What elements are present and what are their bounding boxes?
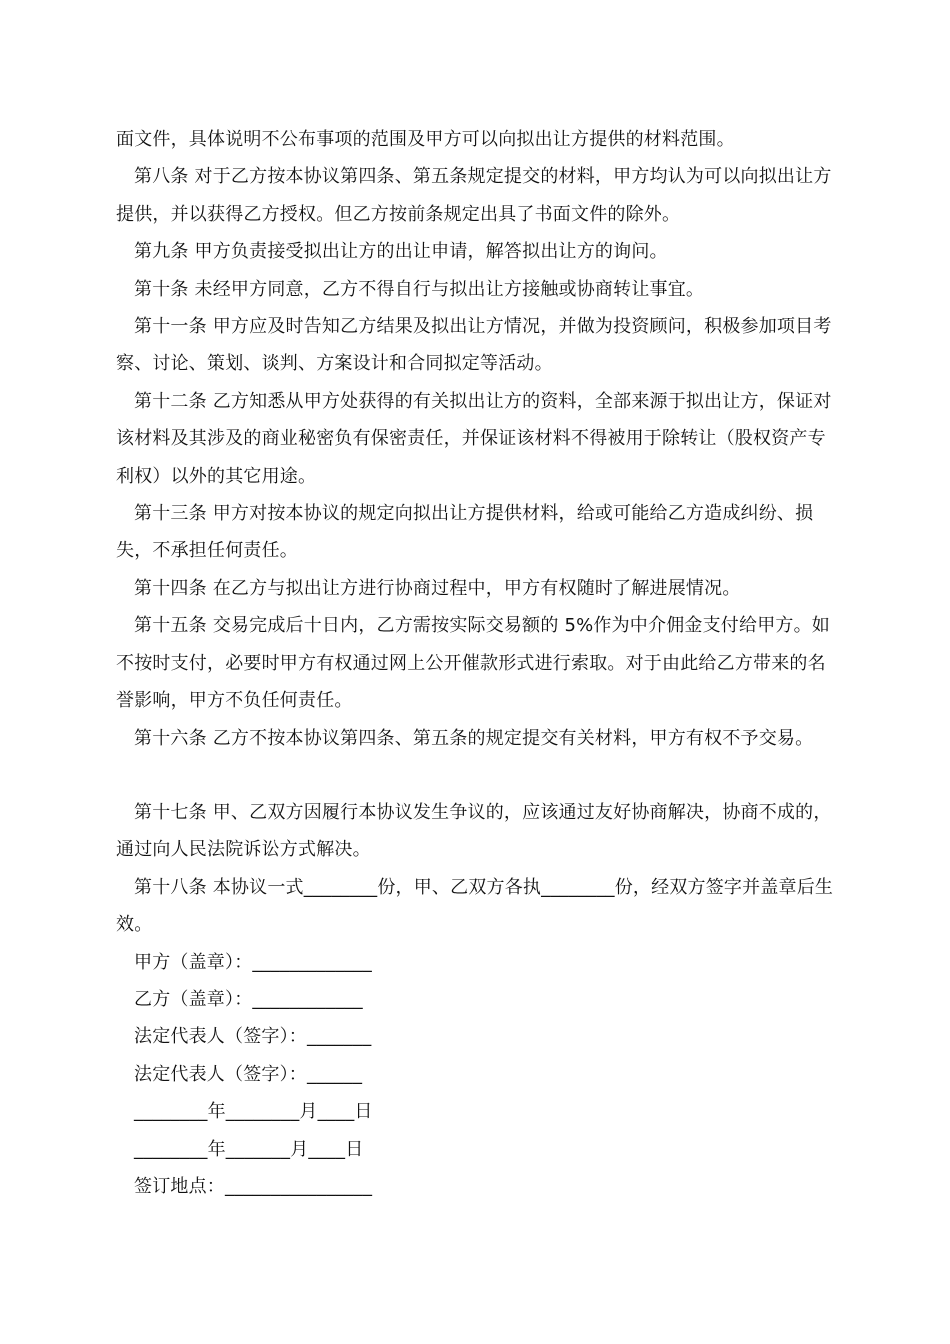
- party-a-seal-line: 甲方（盖章）：_____________: [134, 951, 372, 973]
- clause-18: 第十八条 本协议一式________份，甲、乙双方各执________份，经双方签字并盖章后生效。: [116, 876, 834, 936]
- clause-17: 第十七条 甲、乙双方因履行本协议发生争议的，应该通过友好协商解决，协商不成的，通过向人民法院诉讼方式解决。: [116, 801, 832, 861]
- signing-place-line: 签订地点：________________: [134, 1175, 373, 1197]
- document-body: [116, 121, 841, 1205]
- clause-13: 第十三条 甲方对按本协议的规定向拟出让方提供材料，给或可能给乙方造成纠纷、损失，不承担任何责任。: [116, 503, 814, 562]
- party-b-seal-line: 乙方（盖章）：____________: [134, 988, 363, 1010]
- legal-rep-a-signature-line: 法定代表人（签字）：_______: [134, 1026, 372, 1048]
- paragraph-gap: [116, 757, 841, 794]
- date-line-b: ________年_______月____日: [134, 1138, 364, 1160]
- clause-11: 第十一条 甲方应及时告知乙方结果及拟出让方情况，并做为投资顾问，积极参加项目考察、讨论、策划、谈判、方案设计和合同拟定等活动。: [116, 316, 832, 375]
- legal-rep-b-signature-line: 法定代表人（签字）：______: [134, 1063, 363, 1085]
- clause-9: 第九条 甲方负责接受拟出让方的出让申请，解答拟出让方的询问。: [134, 241, 668, 263]
- date-line-a: ________年________月____日: [134, 1101, 373, 1123]
- clause-12: 第十二条 乙方知悉从甲方处获得的有关拟出让方的资料，全部来源于拟出让方，保证对该材料及其涉及的商业秘密负有保密责任，并保证该材料不得被用于除转让（股权资产专利权）以外的其它用途。: [116, 390, 832, 487]
- clause-10: 第十条 未经甲方同意，乙方不得自行与拟出让方接触或协商转让事宜。: [134, 278, 705, 300]
- clause-16: 第十六条 乙方不按本协议第四条、第五条的规定提交有关材料，甲方有权不予交易。: [134, 727, 814, 749]
- clause-14: 第十四条 在乙方与拟出让方进行协商过程中，甲方有权随时了解进展情况。: [134, 577, 741, 599]
- paragraph-continuation: 面文件，具体说明不公布事项的范围及甲方可以向拟出让方提供的材料范围。: [116, 129, 735, 150]
- clause-8: 第八条 对于乙方按本协议第四条、第五条规定提交的材料，甲方均认为可以向拟出让方提供，并以获得乙方授权。但乙方按前条规定出具了书面文件的除外。: [116, 166, 832, 225]
- clause-15: 第十五条 交易完成后十日内，乙方需按实际交易额的 5%作为中介佣金支付给甲方。如不按时支付，必要时甲方有权通过网上公开催款形式进行索取。对于由此给乙方带来的名誉影响，甲方不负任何责任。: [116, 615, 830, 712]
